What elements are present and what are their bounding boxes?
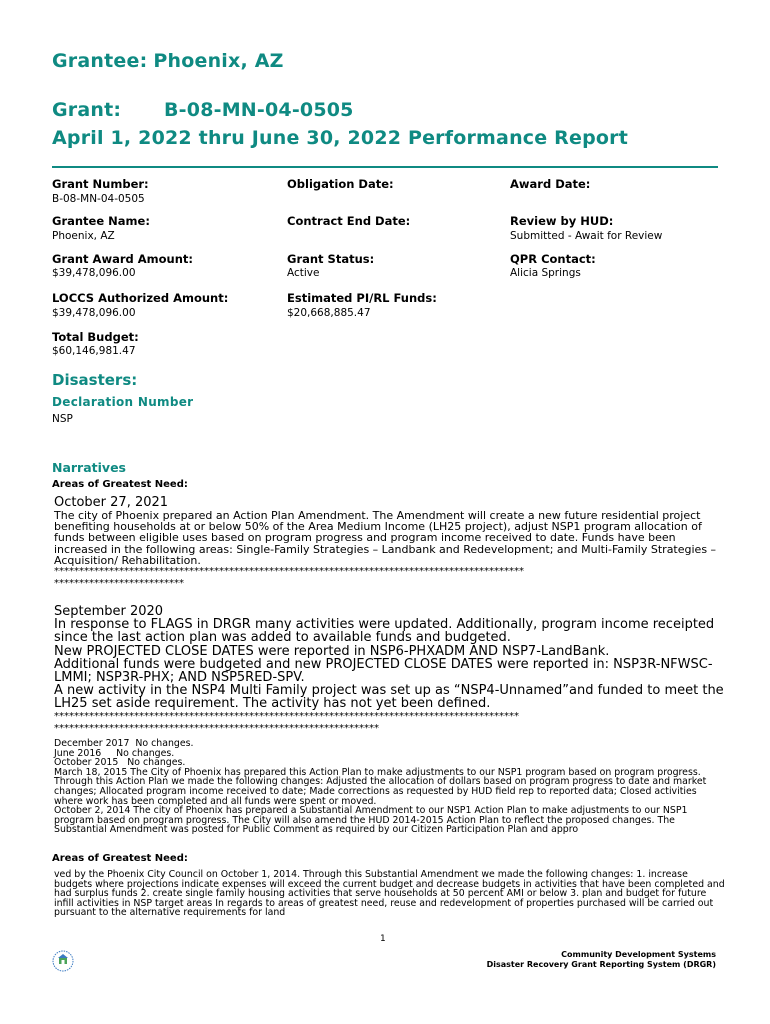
grant-status-label: Grant Status: [287,252,375,266]
grantee-heading [52,50,284,72]
narrative-date: October 27, 2021 [54,495,169,510]
obligation-date-label: Obligation Date: [287,177,394,191]
grant-heading [52,99,354,121]
loccs-authorized-amount-value: $39,478,096.00 [52,307,136,319]
narrative-oct-2021 [54,495,726,589]
narrative-paragraph: October 2, 2014 The city of Phoenix has prepared a Substantial Amendment to our NSP1 Action Plan to make adjustments to our NSP1 program based on program progress. The City will also amend the HUD 2014-2015 Action Plan to reflect the proposed changes. The Substantial Amendment was posted for Public Comment as required by our Citizen Participation Plan and appro [54,805,688,836]
declaration-number-label: Declaration Number [52,395,194,409]
narrative-history [54,739,726,835]
separator-stars: ************************** [54,577,184,589]
total-budget-value: $60,146,981.47 [52,345,136,357]
narrative-line: December 2017 No changes. [54,738,194,749]
grant-status-value: Active [287,267,320,279]
hud-seal-icon [52,950,74,972]
grantee-name-label: Grantee Name: [52,214,150,228]
disasters-heading: Disasters: [52,371,138,389]
narrative-continued: ved by the Phoenix City Council on October 1, 2014. Through this Substantial Amendment we made the following changes: 1. increase budgets where projections indicate expenses will exceed the current budget and decrease budgets in activities that have been completed and had surplus funds 2. create single family housing activities that serve households at 50 percent AMI or below 3. plan and budget for future infill activities in NSP target areas In regards to areas of greatest need, reuse and redevelopment of properties purchased will be carried out pursuant to the alternative requirements for land [54,869,725,919]
footer-system-name [487,950,716,970]
pi-rl-funds-value: $20,668,885.47 [287,307,371,319]
grant-award-amount-value: $39,478,096.00 [52,267,136,279]
grant-award-amount-label: Grant Award Amount: [52,252,194,266]
separator-stars: ********************************************************************************************* [54,710,519,722]
narrative-paragraph: New PROJECTED CLOSE DATES were reported in NSP6-PHXADM AND NSP7-LandBank. [54,643,610,659]
contract-end-date-label: Contract End Date: [287,214,411,228]
narrative-paragraph: March 18, 2015 The City of Phoenix has prepared this Action Plan to make adjustments to our NSP1 program based on program progress. Through this Action Plan we made the following changes: Adjusted the allocation of dollars based on program progress to date and market changes; Allocated program income received to date; Made corrections as requested by HUD field rep to reported data; Closed activities where work has been completed and all funds were spent or moved. [54,766,707,807]
grant-number-label: Grant Number: [52,177,149,191]
footer-line-2: Disaster Recovery Grant Reporting System (DRGR) [486,960,716,969]
grant-value: B-08-MN-04-0505 [164,99,354,121]
grantee-label: Grantee: [52,50,148,72]
areas-of-greatest-need-label: Areas of Greatest Need: [52,479,188,490]
grant-number-value: B-08-MN-04-0505 [52,193,145,205]
narrative-sep-2020 [54,605,726,735]
pi-rl-funds-label: Estimated PI/RL Funds: [287,291,437,305]
declaration-number-value: NSP [52,413,73,425]
loccs-authorized-amount-label: LOCCS Authorized Amount: [52,291,229,305]
narrative-paragraph: Additional funds were budgeted and new PROJECTED CLOSE DATES were reported in: NSP3R-NFWSC-LMMI; NSP3R-PHX; AND NSP5RED-SPV. [54,656,713,686]
page-number: 1 [380,934,386,944]
narrative-paragraph: In response to FLAGS in DRGR many activities were updated. Additionally, program income receipted since the last action plan was added to available funds and budgeted. [54,617,715,646]
narrative-paragraph: A new activity in the NSP4 Multi Family project was set up as “NSP4-Unnamed”and funded to meet the LH25 set aside requirement. The activity has not yet been defined. [54,683,724,712]
narrative-line: October 2015 No changes. [54,757,186,769]
footer-line-1: Community Development Systems [561,950,716,959]
review-by-hud-value: Submitted - Await for Review [510,230,663,242]
grantee-name-value: Phoenix, AZ [52,230,115,242]
qpr-contact-value: Alicia Springs [510,267,581,279]
narrative-line: June 2016 No changes. [54,747,175,759]
review-by-hud-label: Review by HUD: [510,214,614,228]
grantee-value: Phoenix, AZ [153,50,284,72]
narratives-heading: Narratives [52,460,126,475]
grant-label: Grant: [52,99,122,121]
total-budget-label: Total Budget: [52,330,139,344]
separator-stars: ********************************************************************************************** [54,566,524,578]
award-date-label: Award Date: [510,177,591,191]
separator-stars: ***************************************************************** [54,722,379,734]
narrative-paragraph: The city of Phoenix prepared an Action Plan Amendment. The Amendment will create a new future residential project benefiting households at or below 50% of the Area Medium Income (LH25 project), adjust NSP1 program allocation of funds between eligible uses based on program progress and program income received to date. Funds have been increased in the following areas: Single-Family Strategies – Landbank and Redevelopment; and Multi-Family Strategies – Acquisition/ Rehabilitation. [54,509,717,567]
header-divider [52,166,718,168]
report-title: April 1, 2022 thru June 30, 2022 Performance Report [52,127,628,149]
narrative-date: September 2020 [54,604,164,619]
areas-of-greatest-need-label-2: Areas of Greatest Need: [52,853,188,864]
qpr-contact-label: QPR Contact: [510,252,596,266]
